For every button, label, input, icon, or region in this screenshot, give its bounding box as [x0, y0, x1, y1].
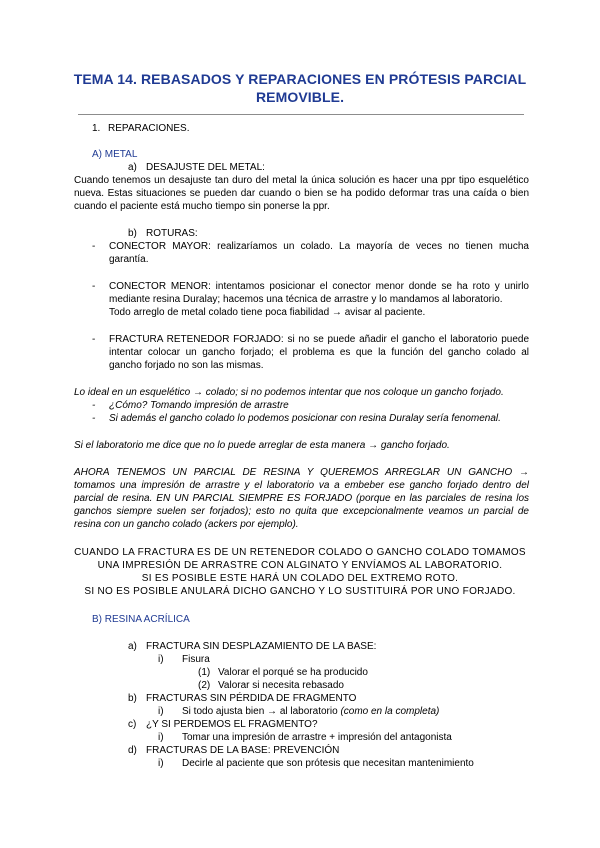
- sub-sub-item: Valorar si necesita rebasado: [218, 680, 344, 691]
- list-item-line: FRACTURA RETENEDOR FORJADO: si no se puede añadir el gancho el laboratorio puede: [109, 334, 529, 345]
- list-item-line: CONECTOR MENOR: intentamos posicionar el conector menor donde se ha roto y unirlo: [109, 281, 529, 292]
- item-heading: FRACTURAS SIN PÉRDIDA DE FRAGMENTO: [146, 693, 357, 704]
- dash-bullet: -: [92, 281, 96, 292]
- dash-bullet: -: [92, 241, 96, 252]
- dash-bullet: -: [92, 413, 96, 424]
- list-item-line: gancho forjado no son las mismas.: [109, 360, 264, 371]
- item-marker: i): [158, 758, 164, 769]
- document-title: [60, 70, 540, 106]
- list-item-line: mediante resina Duralay; hacemos una técnica de arrastre y lo mandamos al laboratorio.: [109, 294, 503, 305]
- list-item-line: intentar colocar un gancho forjado; el problema es que la función del gancho colado al: [109, 347, 529, 358]
- italic-note: Lo ideal en un esquelético → colado; si no podemos intentar que nos coloque un gancho forjado.: [74, 387, 504, 398]
- centered-line: SI ES POSIBLE ESTE HARÁ UN COLADO DEL EXTREMO ROTO.: [141, 573, 459, 584]
- item-heading: DESAJUSTE DEL METAL:: [146, 162, 265, 173]
- sub-item-italic: (como en la completa): [340, 706, 440, 717]
- subsection-resina: B) RESINA ACRÍLICA: [92, 614, 190, 625]
- list-item-line: CONECTOR MAYOR: realizaríamos un colado. La mayoría de veces no tienen mucha: [109, 241, 529, 252]
- item-marker: a): [128, 641, 137, 652]
- title-line-2: REMOVIBLE.: [255, 89, 345, 105]
- item-marker: b): [128, 693, 137, 704]
- item-marker: c): [128, 719, 137, 730]
- item-marker: b): [128, 228, 137, 239]
- italic-paragraph-line: parcial de resina. EN UN PARCIAL SIEMPRE ES FORJADO (porque en las parciales de resina los: [74, 493, 529, 504]
- sub-item: Fisura: [182, 654, 210, 665]
- centered-line: SI NO ES POSIBLE ANULARÁ DICHO GANCHO Y LO SUSTITUIRÁ POR UNO FORJADO.: [84, 586, 516, 597]
- italic-paragraph-line: ganchos siempre suelen ser forjados); esto no quita que excepcionalmente veamos un parcial de: [74, 506, 529, 517]
- dash-bullet: -: [92, 400, 96, 411]
- item-marker: i): [158, 654, 164, 665]
- list-item-line: Todo arreglo de metal colado tiene poca fiabilidad → avisar al paciente.: [109, 307, 426, 318]
- dash-bullet: -: [92, 334, 96, 345]
- subsection-metal: A) METAL: [92, 149, 138, 160]
- sub-sub-item: Valorar el porqué se ha producido: [218, 667, 368, 678]
- item-marker: i): [158, 732, 164, 743]
- sub-item: Decirle al paciente que son prótesis que necesitan mantenimiento: [182, 758, 474, 769]
- paragraph-line: nueva. Estas situaciones se pueden dar cuando o bien se ha podido deformar tras una caída o bien: [74, 188, 529, 199]
- section-number: 1.: [92, 123, 101, 134]
- centered-line: UNA IMPRESIÓN DE ARRASTRE CON ALGINATO Y ENVÍAMOS AL LABORATORIO.: [97, 560, 503, 571]
- item-marker: a): [128, 162, 137, 173]
- sub-item-text: Si todo ajusta bien → al laboratorio: [182, 706, 338, 717]
- item-marker: d): [128, 745, 137, 756]
- paragraph-line: cuando el paciente está mucho tiempo sin ponerse la ppr.: [74, 201, 330, 212]
- italic-note: Si además el gancho colado lo podemos posicionar con resina Duralay sería fenomenal.: [109, 413, 501, 424]
- sub-item: Tomar una impresión de arrastre + impresión del antagonista: [182, 732, 452, 743]
- paragraph-line: Cuando tenemos un desajuste tan duro del metal la única solución es hacer una ppr tipo esquelético: [74, 175, 529, 186]
- italic-paragraph-line: tomamos una impresión de arrastre y el laboratorio va a embeber ese gancho forjado dentro del: [74, 480, 529, 491]
- list-item-line: garantía.: [109, 254, 149, 265]
- italic-note: Si el laboratorio me dice que no lo puede arreglar de esta manera → gancho forjado.: [74, 440, 450, 451]
- item-marker: (1): [198, 667, 211, 678]
- item-heading: ROTURAS:: [146, 228, 198, 239]
- item-marker: i): [158, 706, 164, 717]
- centered-line: CUANDO LA FRACTURA ES DE UN RETENEDOR COLADO O GANCHO COLADO TOMAMOS: [74, 547, 526, 558]
- italic-paragraph-line: AHORA TENEMOS UN PARCIAL DE RESINA Y QUEREMOS ARREGLAR UN GANCHO →: [74, 467, 529, 478]
- item-heading: FRACTURA SIN DESPLAZAMIENTO DE LA BASE:: [146, 641, 377, 652]
- section-heading: REPARACIONES.: [108, 123, 190, 134]
- item-heading: ¿Y SI PERDEMOS EL FRAGMENTO?: [146, 719, 318, 730]
- item-heading: FRACTURAS DE LA BASE: PREVENCIÓN: [146, 745, 340, 756]
- title-line-1: TEMA 14. REBASADOS Y REPARACIONES EN PRÓTESIS PARCIAL: [73, 71, 527, 87]
- italic-note: ¿Cómo? Tomando impresión de arrastre: [109, 400, 289, 411]
- title-divider: [78, 114, 524, 115]
- italic-paragraph-line: resina con un gancho colado (ackers por ejemplo).: [74, 519, 299, 530]
- sub-item: [182, 705, 439, 718]
- item-marker: (2): [198, 680, 211, 691]
